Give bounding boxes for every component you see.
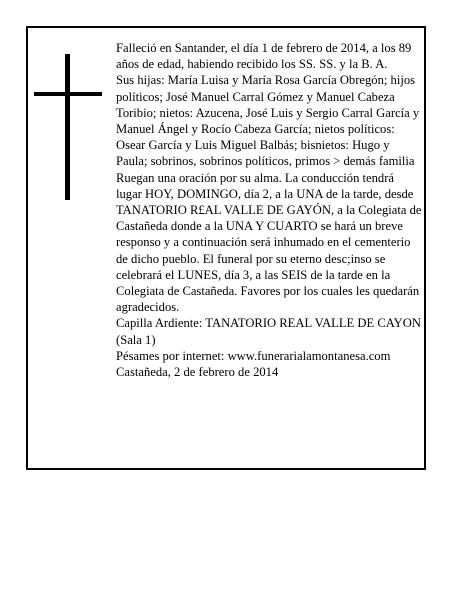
chapel-info: Capilla Ardiente: TANATORIO REAL VALLE DE CAYON (Sala 1) [116,316,421,347]
cross-vertical-bar [65,54,70,200]
cross-horizontal-bar [34,92,102,96]
death-announcement: Falleció en Santander, el día 1 de febrero de 2014, a los 89 años de edad, habiendo recibido los SS. SS. y la B. A. [116,41,412,72]
condolences-website: Pésames por internet: www.funerarialamontanesa.com [116,348,391,363]
funeral-details: Ruegan una oración por su alma. La conducción tendrá lugar HOY, DOMINGO, día 2, a la UNA de la tarde, desde TANATORIO R£AL VALLE DE GAYÓN, a la Colegiata de Castañeda donde a la UNA Y CUARTO se hará un breve responso y a continuación será inhumado en el cementerio de dicho pueblo. El funeral por su eterno desc;inso se celebrará el LUNES, día 3, a las SEIS de la tarde en la Colegiata de Castañeda. Favores por los cuales les quedarán agradecidos. [116,170,422,315]
cross-icon [34,54,102,200]
obituary-frame [26,26,426,470]
family-list: Sus hijas: María Luisa y María Rosa García Obregón; hijos políticos; José Manuel Carral Gómez y Manuel Cabeza Toribio; nietos: Azucena, José Luis y Sergio Carral García y Manuel Ángel y Rocío Cabeza García; nietos políticos: Osear García y Luis Miguel Balbás; bisnietos: Hugo y Paula; sobrinos, sobrinos políticos, primos > demás familia [116,73,420,169]
place-and-date: Castañeda, 2 de febrero de 2014 [116,365,279,380]
obituary-text [116,40,422,380]
